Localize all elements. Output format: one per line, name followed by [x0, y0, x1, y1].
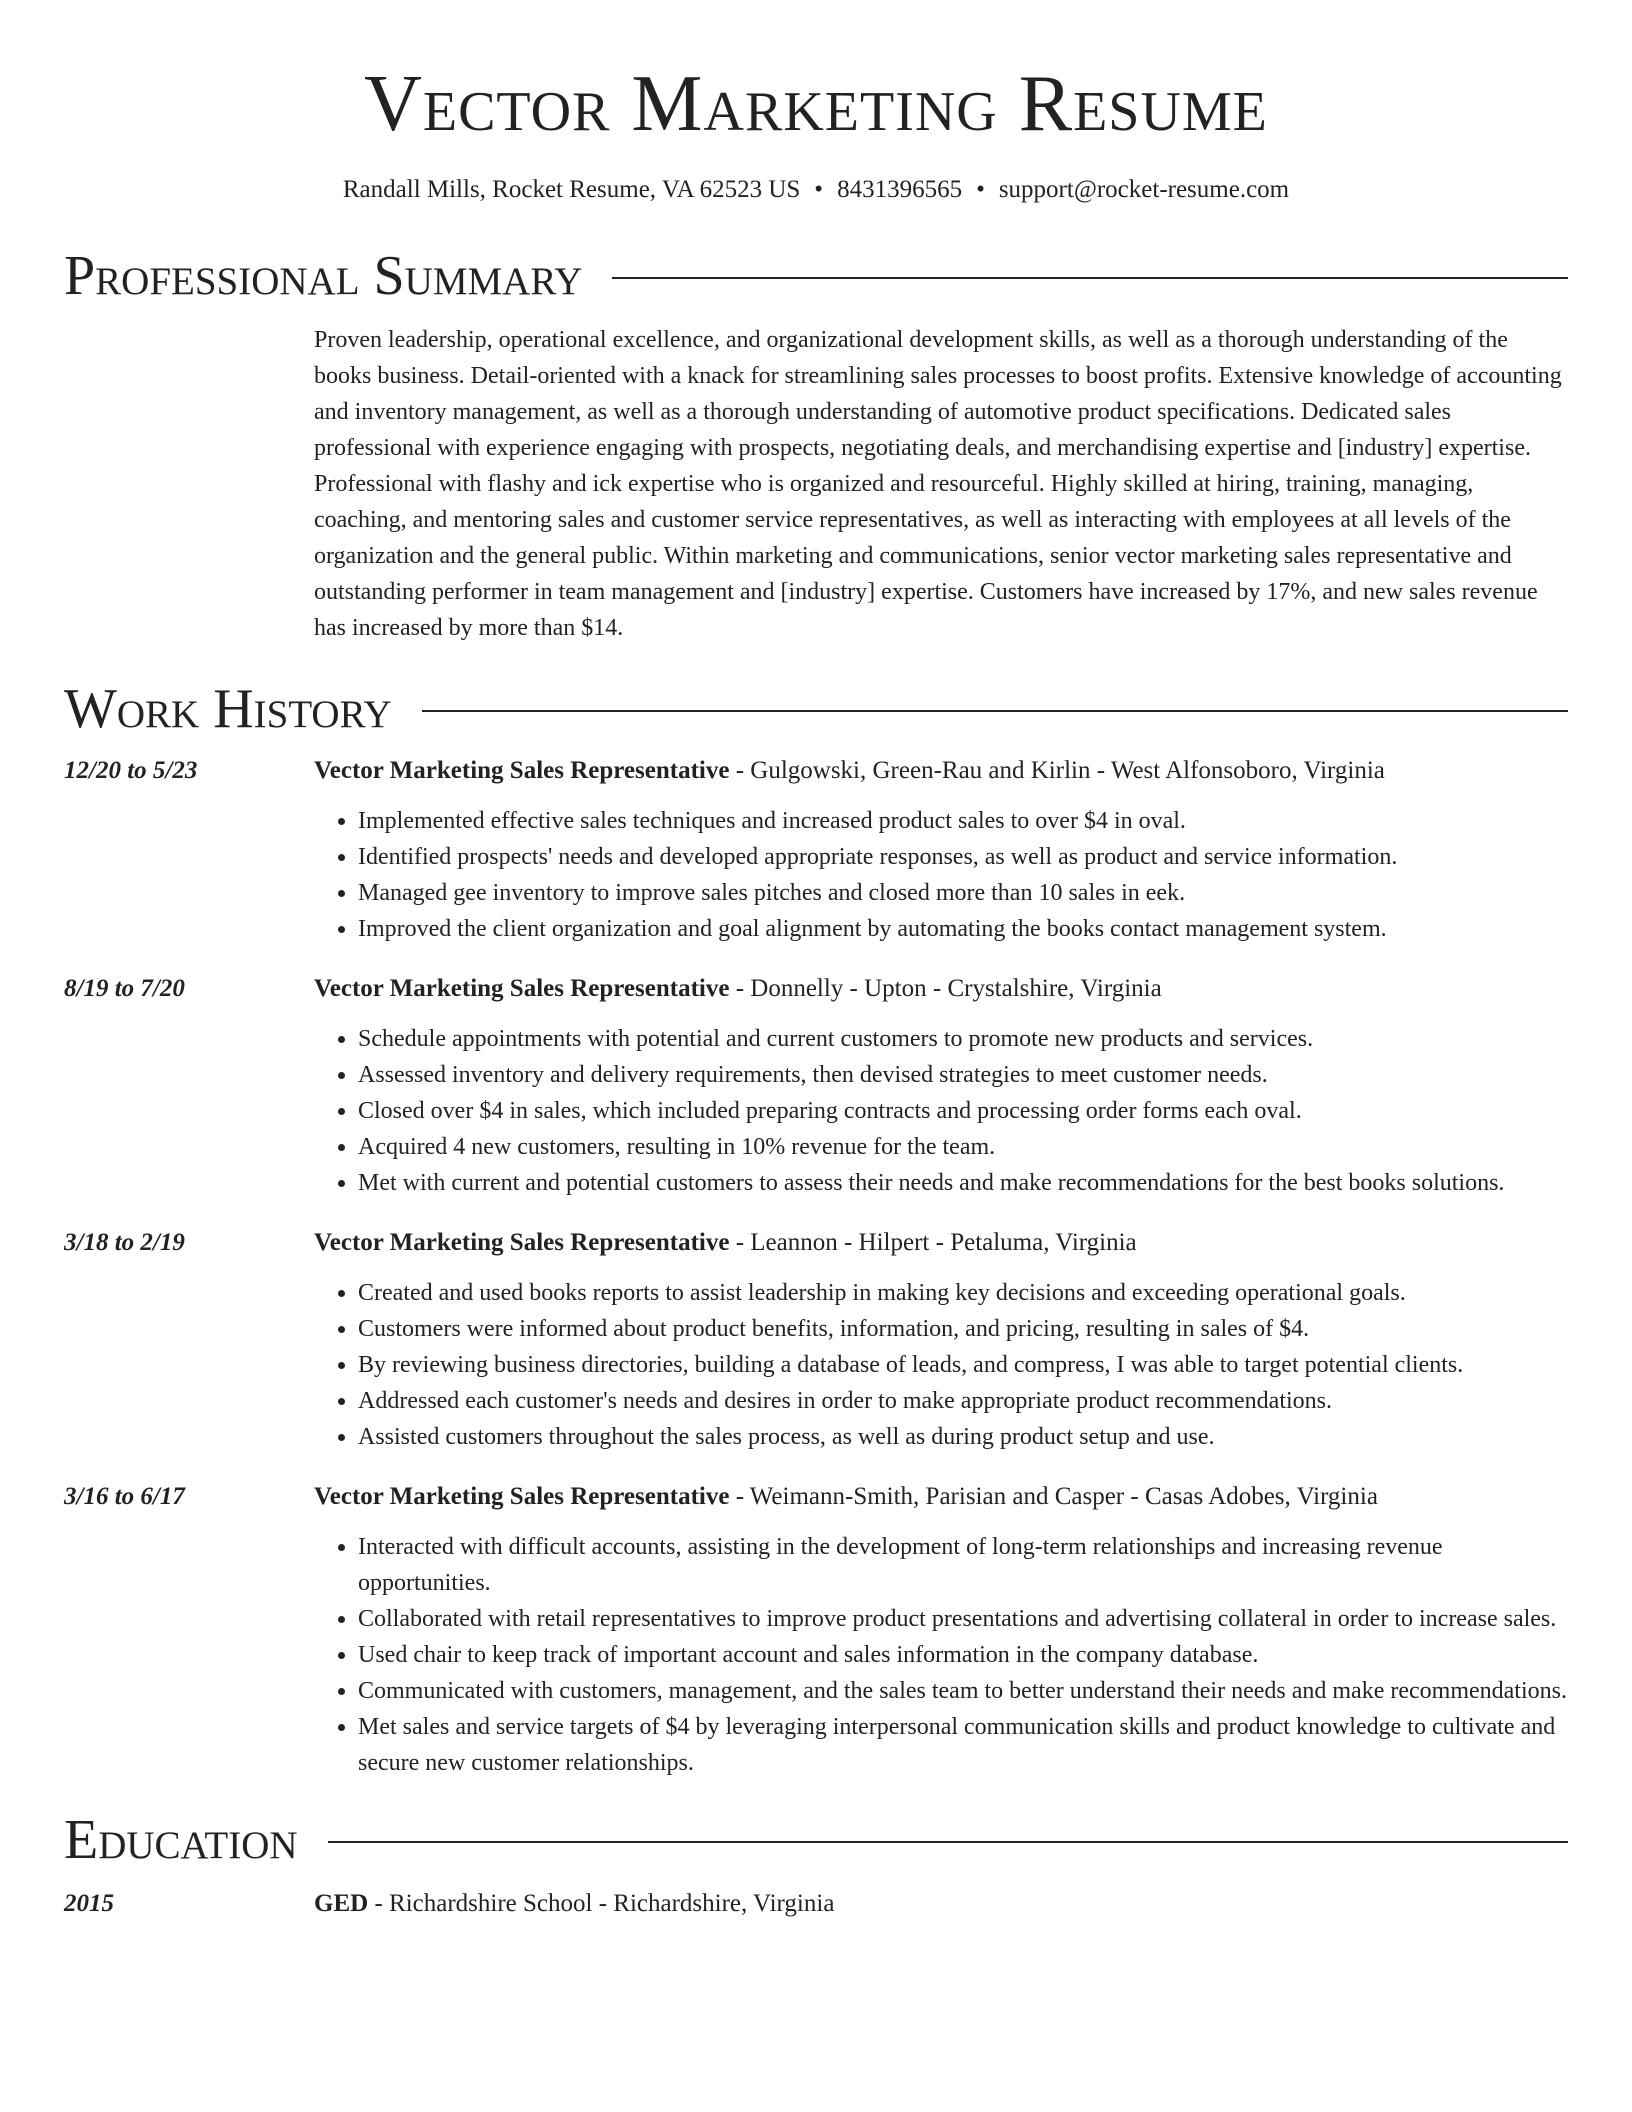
job-bullet: • Collaborated with retail representatives to improve product presentations and advertising collateral in order to increase sales.: [358, 1601, 1568, 1637]
job-date: 3/16 to 6/17: [64, 1482, 185, 1510]
job-heading: [314, 971, 1568, 1007]
contact-separator: •: [976, 176, 985, 203]
section-divider: [328, 1841, 1568, 1843]
job-bullet-list: [314, 1275, 1568, 1455]
job-bullet: • Improved the client organization and goal alignment by automating the books contact management system.: [358, 911, 1568, 947]
job-bullet: • Assessed inventory and delivery requirements, then devised strategies to meet customer needs.: [358, 1057, 1568, 1093]
job-heading: [314, 1479, 1568, 1515]
education-date: 2015: [64, 1890, 114, 1918]
education-entry: [64, 1886, 1568, 1922]
job-employer-location: - Gulgowski, Green-Rau and Kirlin - West Alfonsoboro, Virginia: [729, 756, 1385, 784]
job-bullet: • Created and used books reports to assist leadership in making key decisions and exceeding operational goals.: [358, 1275, 1568, 1311]
education-school-location: - Richardshire School - Richardshire, Virginia: [368, 1890, 835, 1918]
job-bullet: • Acquired 4 new customers, resulting in 10% revenue for the team.: [358, 1129, 1568, 1165]
section-divider: [612, 277, 1568, 279]
education-section-header: [64, 1807, 1568, 1874]
job-bullet: • Met sales and service targets of $4 by leveraging interpersonal communication skills and product knowledge to cultivate and secure new customer relationships.: [358, 1709, 1568, 1781]
job-title: Vector Marketing Sales Representative: [314, 756, 730, 784]
job-bullet-list: [314, 803, 1568, 947]
work-section-header: [64, 676, 1568, 743]
job-employer-location: - Weimann-Smith, Parisian and Casper - Casas Adobes, Virginia: [729, 1482, 1378, 1510]
education-degree: GED: [314, 1890, 369, 1918]
job-date: 3/18 to 2/19: [64, 1228, 185, 1256]
job-bullet: • Used chair to keep track of important account and sales information in the company database.: [358, 1637, 1568, 1673]
contact-phone: 8431396565: [837, 176, 963, 203]
education-heading: Education: [64, 1808, 298, 1871]
job-date: 8/19 to 7/20: [64, 974, 185, 1002]
summary-text: Proven leadership, operational excellence, and organizational development skills, as well as a thorough understanding of the books business. Detail-oriented with a knack for streamlining sales processes to boost profits. Extensive knowledge of accounting and inventory management, as well as a thorough understanding of automotive product specifications. Dedicated sales professional with experience engaging with prospects, negotiating deals, and merchandising expertise and [industry] expertise. Professional with flashy and ick expertise who is organized and resourceful. Highly skilled at hiring, training, managing, coaching, and mentoring sales and customer service representatives, as well as interacting with employees at all levels of the organization and the general public. Within marketing and communications, senior vector marketing sales representative and outstanding performer in team management and [industry] expertise. Customers have increased by 17%, and new sales revenue has increased by more than $14.: [314, 326, 1562, 641]
job-bullet: • Implemented effective sales techniques and increased product sales to over $4 in oval.: [358, 803, 1568, 839]
job-date: 12/20 to 5/23: [64, 756, 198, 784]
work-history-list: [64, 753, 1568, 1781]
job-bullet: • Closed over $4 in sales, which included preparing contracts and processing order forms each oval.: [358, 1093, 1568, 1129]
contact-email: support@rocket-resume.com: [998, 176, 1290, 203]
job-bullet: • Schedule appointments with potential and current customers to promote new products and services.: [358, 1021, 1568, 1057]
job-entry: [64, 971, 1568, 1201]
job-entry: [64, 1225, 1568, 1455]
summary-section-header: [64, 243, 1568, 310]
job-bullet-list: [314, 1529, 1568, 1781]
job-entry: [64, 1479, 1568, 1781]
job-heading: [314, 1225, 1568, 1261]
resume-title: Vector Marketing Resume: [364, 60, 1268, 148]
job-bullet: • Addressed each customer's needs and desires in order to make appropriate product recommendations.: [358, 1383, 1568, 1419]
job-body: [314, 1479, 1568, 1781]
job-body: [314, 971, 1568, 1201]
section-divider: [422, 710, 1568, 712]
education-body: [314, 1886, 1568, 1922]
job-bullet: • Communicated with customers, management, and the sales team to better understand their needs and make recommendations.: [358, 1673, 1568, 1709]
job-employer-location: - Donnelly - Upton - Crystalshire, Virginia: [729, 974, 1162, 1002]
job-title: Vector Marketing Sales Representative: [314, 1228, 730, 1256]
job-body: [314, 753, 1568, 947]
job-title: Vector Marketing Sales Representative: [314, 974, 730, 1002]
job-heading: [314, 753, 1568, 789]
work-heading: Work History: [64, 677, 392, 740]
job-bullet-list: [314, 1021, 1568, 1201]
job-title: Vector Marketing Sales Representative: [314, 1482, 730, 1510]
job-bullet: • Interacted with difficult accounts, assisting in the development of long-term relationships and increasing revenue opportunities.: [358, 1529, 1568, 1601]
education-list: [64, 1886, 1568, 1922]
job-bullet: • Managed gee inventory to improve sales pitches and closed more than 10 sales in eek.: [358, 875, 1568, 911]
job-body: [314, 1225, 1568, 1455]
summary-heading: Professional Summary: [64, 244, 583, 307]
job-bullet: • Identified prospects' needs and developed appropriate responses, as well as product and service information.: [358, 839, 1568, 875]
job-bullet: • Met with current and potential customers to assess their needs and make recommendations for the best books solutions.: [358, 1165, 1568, 1201]
job-bullet: • Customers were informed about product benefits, information, and pricing, resulting in sales of $4.: [358, 1311, 1568, 1347]
job-bullet: • By reviewing business directories, building a database of leads, and compress, I was able to target potential clients.: [358, 1347, 1568, 1383]
contact-address: Randall Mills, Rocket Resume, VA 62523 US: [342, 176, 801, 203]
job-employer-location: - Leannon - Hilpert - Petaluma, Virginia: [729, 1228, 1137, 1256]
contact-separator: •: [814, 176, 824, 203]
contact-line: [64, 174, 1568, 207]
job-entry: [64, 753, 1568, 947]
job-bullet: • Assisted customers throughout the sales process, as well as during product setup and use.: [358, 1419, 1568, 1455]
